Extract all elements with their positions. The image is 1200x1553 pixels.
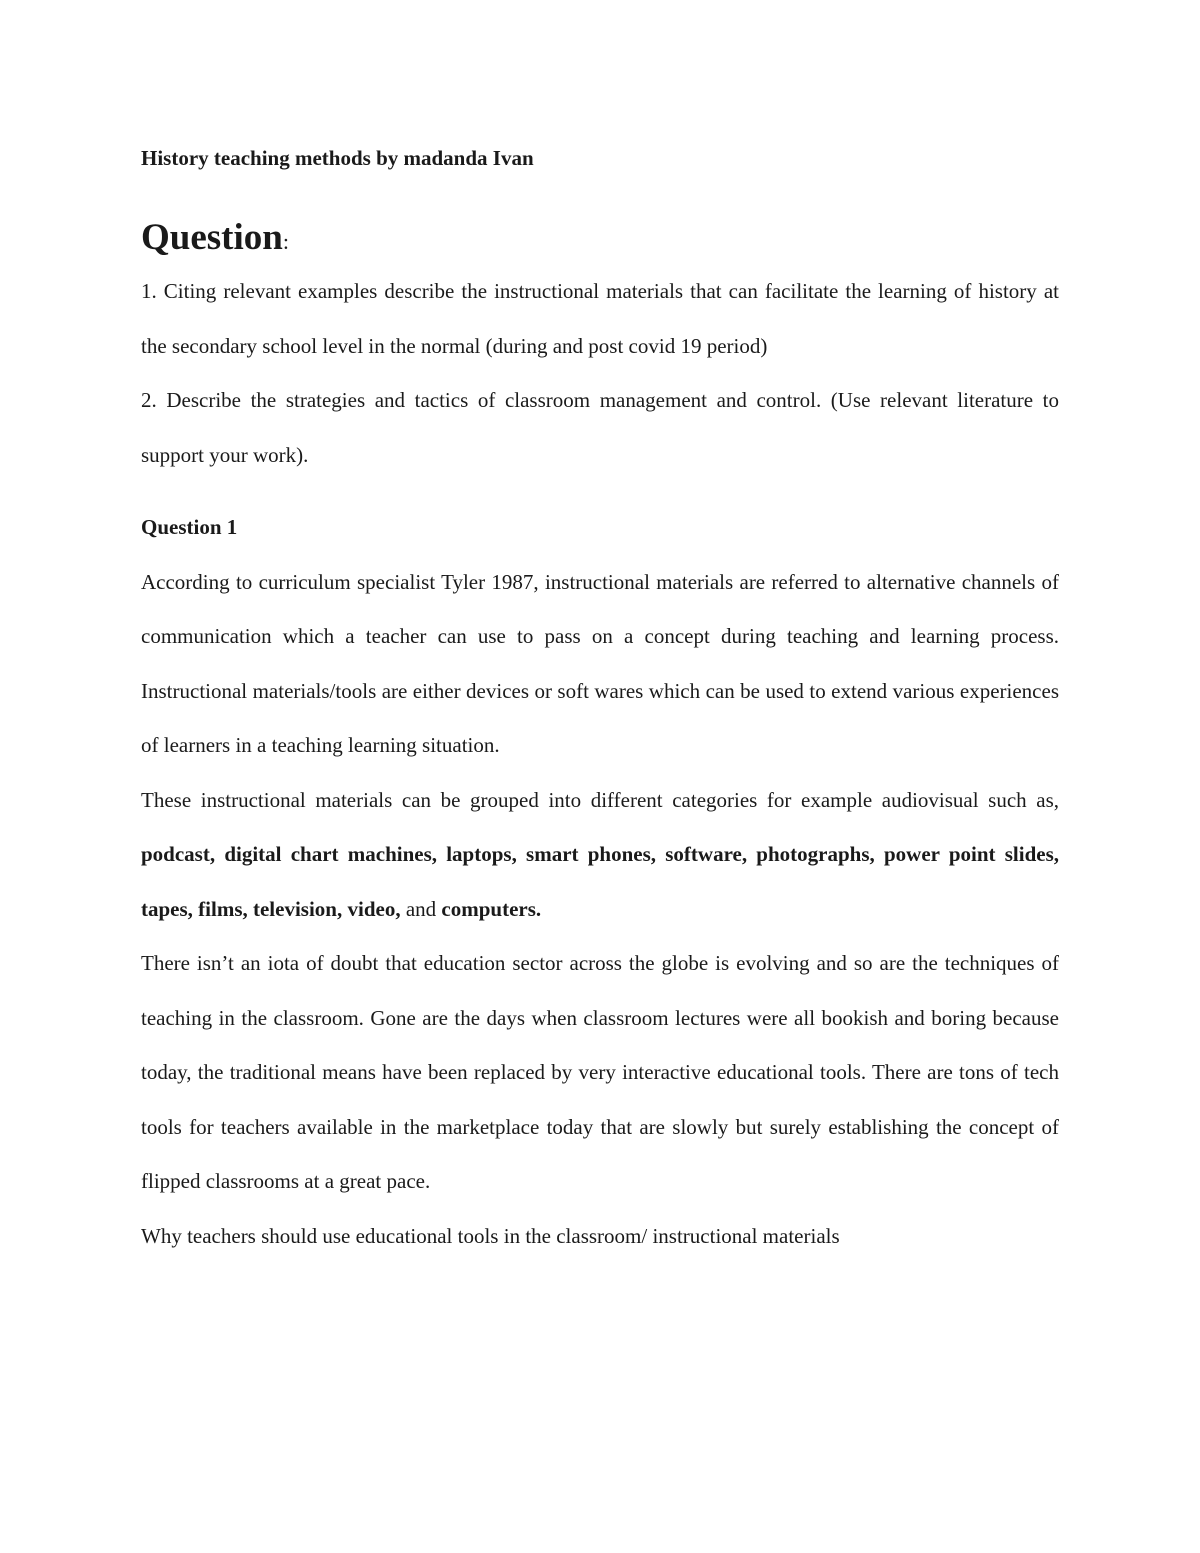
document-title: History teaching methods by madanda Ivan [141, 146, 534, 170]
question-heading [141, 212, 1059, 264]
paragraph-2-intro: These instructional materials can be grouped into different categories for example audiovisual such as, [141, 787, 1059, 812]
document-body [141, 138, 1059, 1263]
question-heading-colon: : [282, 229, 289, 254]
section-heading: Question 1 [141, 515, 238, 539]
question-heading-text: Question [141, 217, 283, 258]
paragraph-2-last-item: computers. [441, 896, 542, 921]
paragraph-2 [141, 773, 1059, 937]
paragraph-2-connector: and [400, 896, 442, 921]
question-1-text: 1. Citing relevant examples describe the instructional materials that can facilitate the learning of history at the secondary school level in the normal (during and post covid 19 period) [141, 279, 1059, 358]
question-2-text: 2. Describe the strategies and tactics of classroom management and control. (Use relevant literature to support your work). [141, 388, 1059, 467]
paragraph-3: There isn’t an iota of doubt that education sector across the globe is evolving and so are the techniques of teaching in the classroom. Gone are the days when classroom lectures were all bookish and boring because today, the traditional means have been replaced by very interactive educational tools. There are tons of tech tools for teachers available in the marketplace today that are slowly but surely establishing the concept of flipped classrooms at a great pace. [141, 951, 1059, 1193]
paragraph-4: Why teachers should use educational tools in the classroom/ instructional materials [141, 1223, 840, 1248]
paragraph-1: According to curriculum specialist Tyler 1987, instructional materials are referred to alternative channels of communication which a teacher can use to pass on a concept during teaching and learning process. Instructional materials/tools are either devices or soft wares which can be used to extend various experiences of learners in a teaching learning situation. [141, 569, 1059, 757]
paragraph-2-bold-items: podcast, digital chart machines, laptops, smart phones, software, photographs, power point slides, tapes, films, television, video, [141, 842, 1059, 921]
